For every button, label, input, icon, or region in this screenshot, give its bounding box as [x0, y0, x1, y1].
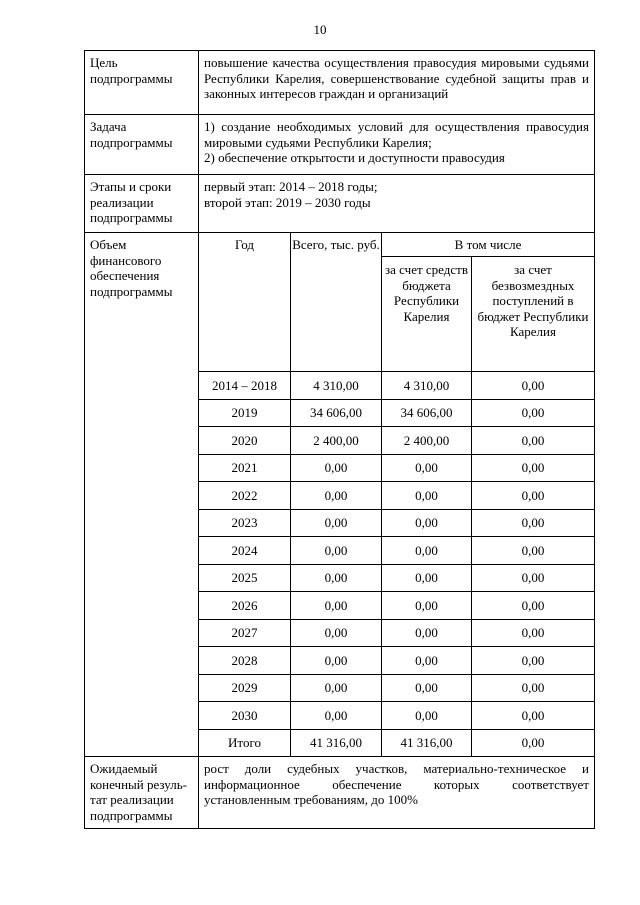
cell-budget-rk: 0,00	[382, 592, 472, 619]
cell-year: 2030	[199, 702, 291, 729]
stages-row	[85, 175, 595, 233]
result-value: рост доли судебных участков, материально-техническое и информационное обеспечение которых соответствует установленным требованиям, до 100%	[199, 757, 595, 829]
cell-year: 2021	[199, 455, 291, 482]
finance-data-row	[199, 536, 594, 564]
task-value	[199, 115, 595, 175]
cell-gratuitous: 0,00	[521, 515, 545, 530]
cell-gratuitous: 0,00	[521, 625, 545, 640]
cell-total: 4 310,00	[291, 372, 382, 399]
cell-gratuitous: 0,00	[521, 680, 545, 695]
cell-year: 2027	[199, 620, 291, 647]
task-row	[85, 115, 595, 175]
finance-data-rows	[199, 371, 594, 756]
cell-total: 0,00	[291, 537, 382, 564]
finance-header	[85, 233, 594, 371]
cell-budget-rk: 0,00	[382, 510, 472, 537]
cell-total: 0,00	[291, 455, 382, 482]
stages-line-1: первый этап: 2014 – 2018 годы;	[204, 179, 378, 194]
header-including-group	[382, 233, 594, 371]
cell-gratuitous: 0,00	[521, 460, 545, 475]
finance-row	[85, 233, 595, 757]
cell-gratuitous: 0,00	[521, 570, 545, 585]
finance-label-spacer	[85, 371, 199, 756]
cell-gratuitous: 0,00	[521, 597, 545, 613]
cell-total: 0,00	[291, 702, 382, 729]
finance-cell	[85, 233, 595, 757]
finance-data-row	[199, 591, 594, 619]
cell-year: 2029	[199, 675, 291, 702]
cell-year: 2026	[199, 592, 291, 619]
cell-total: 0,00	[291, 510, 382, 537]
cell-budget-rk: 0,00	[382, 647, 472, 674]
cell-budget-rk: 0,00	[382, 620, 472, 647]
page-number: 10	[313, 22, 327, 37]
finance-data-row	[199, 399, 594, 427]
header-budget-rk: за счет средств бюджета Республики Карелия	[382, 257, 472, 371]
finance-data-row	[199, 729, 594, 757]
cell-gratuitous: 0,00	[521, 432, 545, 448]
cell-year: 2019	[199, 400, 291, 427]
cell-year: 2028	[199, 647, 291, 674]
finance-data-row	[199, 481, 594, 509]
cell-total: 0,00	[291, 482, 382, 509]
task-label: Задача подпрограммы	[85, 115, 199, 175]
goal-row	[85, 51, 595, 115]
header-year: Год	[199, 233, 291, 371]
cell-year: 2024	[199, 537, 291, 564]
cell-total: 0,00	[291, 675, 382, 702]
cell-total: 0,00	[291, 620, 382, 647]
cell-year: 2014 – 2018	[199, 372, 291, 399]
finance-label: Объем финансового обеспечения подпрограммы	[85, 233, 199, 371]
cell-year: 2022	[199, 482, 291, 509]
finance-data-row	[199, 564, 594, 592]
cell-total: 0,00	[291, 592, 382, 619]
cell-budget-rk: 0,00	[382, 537, 472, 564]
result-row	[85, 757, 595, 829]
finance-data-row	[199, 454, 594, 482]
finance-body	[85, 371, 594, 756]
stages-value	[199, 175, 595, 233]
cell-budget-rk: 4 310,00	[382, 372, 472, 399]
cell-gratuitous: 0,00	[521, 707, 545, 723]
finance-data-row	[199, 426, 594, 454]
finance-data-row	[199, 646, 594, 674]
finance-data-row	[199, 674, 594, 702]
header-including-subcolumns	[382, 257, 594, 371]
cell-total: 41 316,00	[291, 730, 382, 757]
cell-total: 2 400,00	[291, 427, 382, 454]
cell-budget-rk: 2 400,00	[382, 427, 472, 454]
goal-label: Цель подпрограммы	[85, 51, 199, 115]
cell-gratuitous: 0,00	[521, 542, 545, 558]
cell-budget-rk: 34 606,00	[382, 400, 472, 427]
header-total: Всего, тыс. руб.	[291, 233, 382, 371]
cell-budget-rk: 0,00	[382, 455, 472, 482]
finance-data-row	[199, 509, 594, 537]
cell-gratuitous: 0,00	[521, 377, 545, 393]
cell-budget-rk: 41 316,00	[382, 730, 472, 757]
cell-gratuitous: 0,00	[521, 405, 545, 420]
finance-data-row	[199, 371, 594, 399]
cell-year: 2020	[199, 427, 291, 454]
finance-data-row	[199, 619, 594, 647]
cell-year: 2025	[199, 565, 291, 592]
cell-year: 2023	[199, 510, 291, 537]
cell-budget-rk: 0,00	[382, 565, 472, 592]
cell-gratuitous: 0,00	[521, 735, 545, 750]
cell-gratuitous: 0,00	[521, 652, 545, 668]
cell-total: 0,00	[291, 647, 382, 674]
cell-budget-rk: 0,00	[382, 482, 472, 509]
cell-total: 34 606,00	[291, 400, 382, 427]
cell-gratuitous: 0,00	[521, 487, 545, 503]
cell-budget-rk: 0,00	[382, 675, 472, 702]
cell-budget-rk: 0,00	[382, 702, 472, 729]
cell-total: 0,00	[291, 565, 382, 592]
finance-data-row	[199, 701, 594, 729]
result-label: Ожидаемый конечный резуль-тат реализации подпрограммы	[85, 757, 199, 829]
task-line-1: 1) создание необходимых условий для осуществления правосудия мировыми судьями Республики Карелия;	[204, 119, 589, 150]
header-including: В том числе	[382, 233, 594, 257]
subprogram-passport-table	[84, 50, 595, 829]
cell-year: Итого	[199, 730, 291, 757]
task-line-2: 2) обеспечение открытости и доступности правосудия	[204, 150, 505, 165]
stages-label: Этапы и сроки реализации подпрограммы	[85, 175, 199, 233]
header-gratuitous: за счет безвозмездных поступлений в бюджет Республики Карелия	[477, 262, 589, 339]
stages-line-2: второй этап: 2019 – 2030 годы	[204, 194, 371, 210]
goal-value: повышение качества осуществления правосудия мировыми судьями Республики Карелия, совершенствование судебной защиты прав и законных интересов граждан и организаций	[199, 51, 595, 115]
